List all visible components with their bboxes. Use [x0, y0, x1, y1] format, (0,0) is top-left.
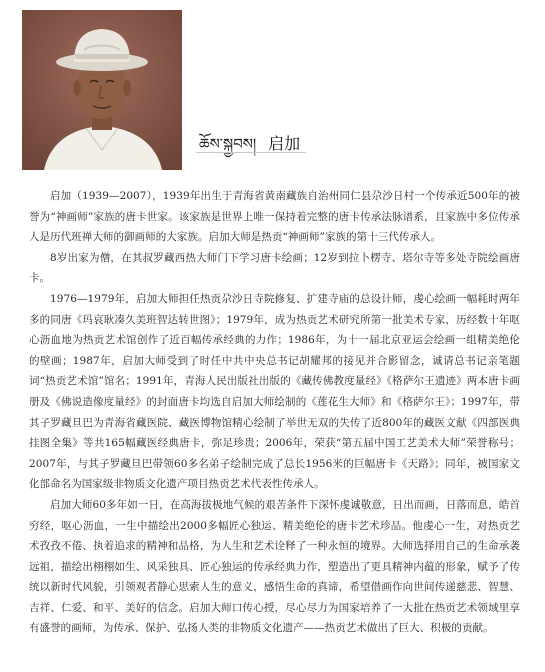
portrait-illustration [22, 10, 182, 170]
chinese-name: 启加 [268, 134, 301, 153]
paragraph-early-life: 8岁出家为僧，在其叔罗藏西热大师门下学习唐卡绘画；12岁到拉卜楞寺、塔尔寺等多处寺院绘画唐卡。 [29, 251, 520, 285]
name-heading [199, 128, 300, 170]
paragraph-career: 1976—1979年，启加大师担任热贡尕沙日寺院修复、扩建寺庙的总设计师，虔心绘画一幅耗时两年多的同唐《玛哀耿凑久美班智达转世图》；1979年，成为热贡艺术研究所第一批美术专家，历经数十年呕心沥血地为热贡艺术馆创作了近百幅传承经典的力作；1986年，为十一届北京亚运会绘画一组精美绝伦的壁画；1987年，启加大师受到了时任中共中央总书记胡耀邦的接见并合影留念，诚请总书记亲笔题词“热贡艺术馆”馆名；1991年，青海人民出版社出版的《藏传佛教度量经》《格萨尔王遗迹》两本唐卡画册及《佛说造像度量经》的封面唐卡均选自启加大师绘制的《莲花生大师》和《格萨尔王》；1997年，带其子罗藏旦巴为青海省藏医院、藏医博物馆精心绘制了举世无双的失传了近800年的藏医文献《四部医典挂图全集》等共165幅藏医经典唐卡，弥足珍贵；2006年，荣获“第五届中国工艺美术大师”荣誉称号；2007年，与其子罗藏旦巴带领60多名弟子绘制完成了总长1956米的巨幅唐卡《天路》；同年，被国家文化部命名为国家级非物质文化遗产项目热贡艺术代表性传承人。 [29, 292, 520, 491]
paragraph-legacy: 启加大师60多年如一日，在高海拔极地气候的艰苦条件下深怀虔诚敬意，日出而画，日落而息，皓首穷经，呕心沥血，一生中描绘出2000多幅匠心独运、精美绝伦的唐卡艺术珍品。他虔心一生，对热贡艺术孜孜不倦、执着追求的精神和品格，为人生和艺术诠释了一种永恒的境界。大师选择用自己的生命承袭远祖，描绘出栩栩如生、风采独具、匠心独运的传承经典力作，塑造出了更具精神内蕴的形象，赋予了传统以新时代风貌，引领观者静心思索人生的意义，感悟生命的真谛，希望借画作向世间传递慈悲、智慧、吉祥、仁爱、和平、美好的信念。启加大师口传心授，尽心尽力为国家培养了一大批在热贡艺术领域里享有盛誉的画师，为传承、保护、弘扬人类的非物质文化遗产——热贡艺术做出了巨大、积极的贡献。 [29, 498, 520, 635]
biography-text [29, 186, 520, 639]
heading-underline [196, 152, 306, 153]
portrait-photo [22, 10, 182, 170]
tibetan-name: ཆོས་སྐྱབས། [199, 135, 257, 153]
paragraph-birth: 启加（1939—2007），1939年出生于青海省黄南藏族自治州同仁县尕沙日村一个传承近500年的被誉为“神画师”家族的唐卡世家。该家族是世界上唯一保持着完整的唐卡传承法脉谱系，且家族中多位传承人是历代班禅大师的御画师的大家族。启加大师是热贡“神画师”家族的第十三代传承人。 [29, 190, 520, 244]
